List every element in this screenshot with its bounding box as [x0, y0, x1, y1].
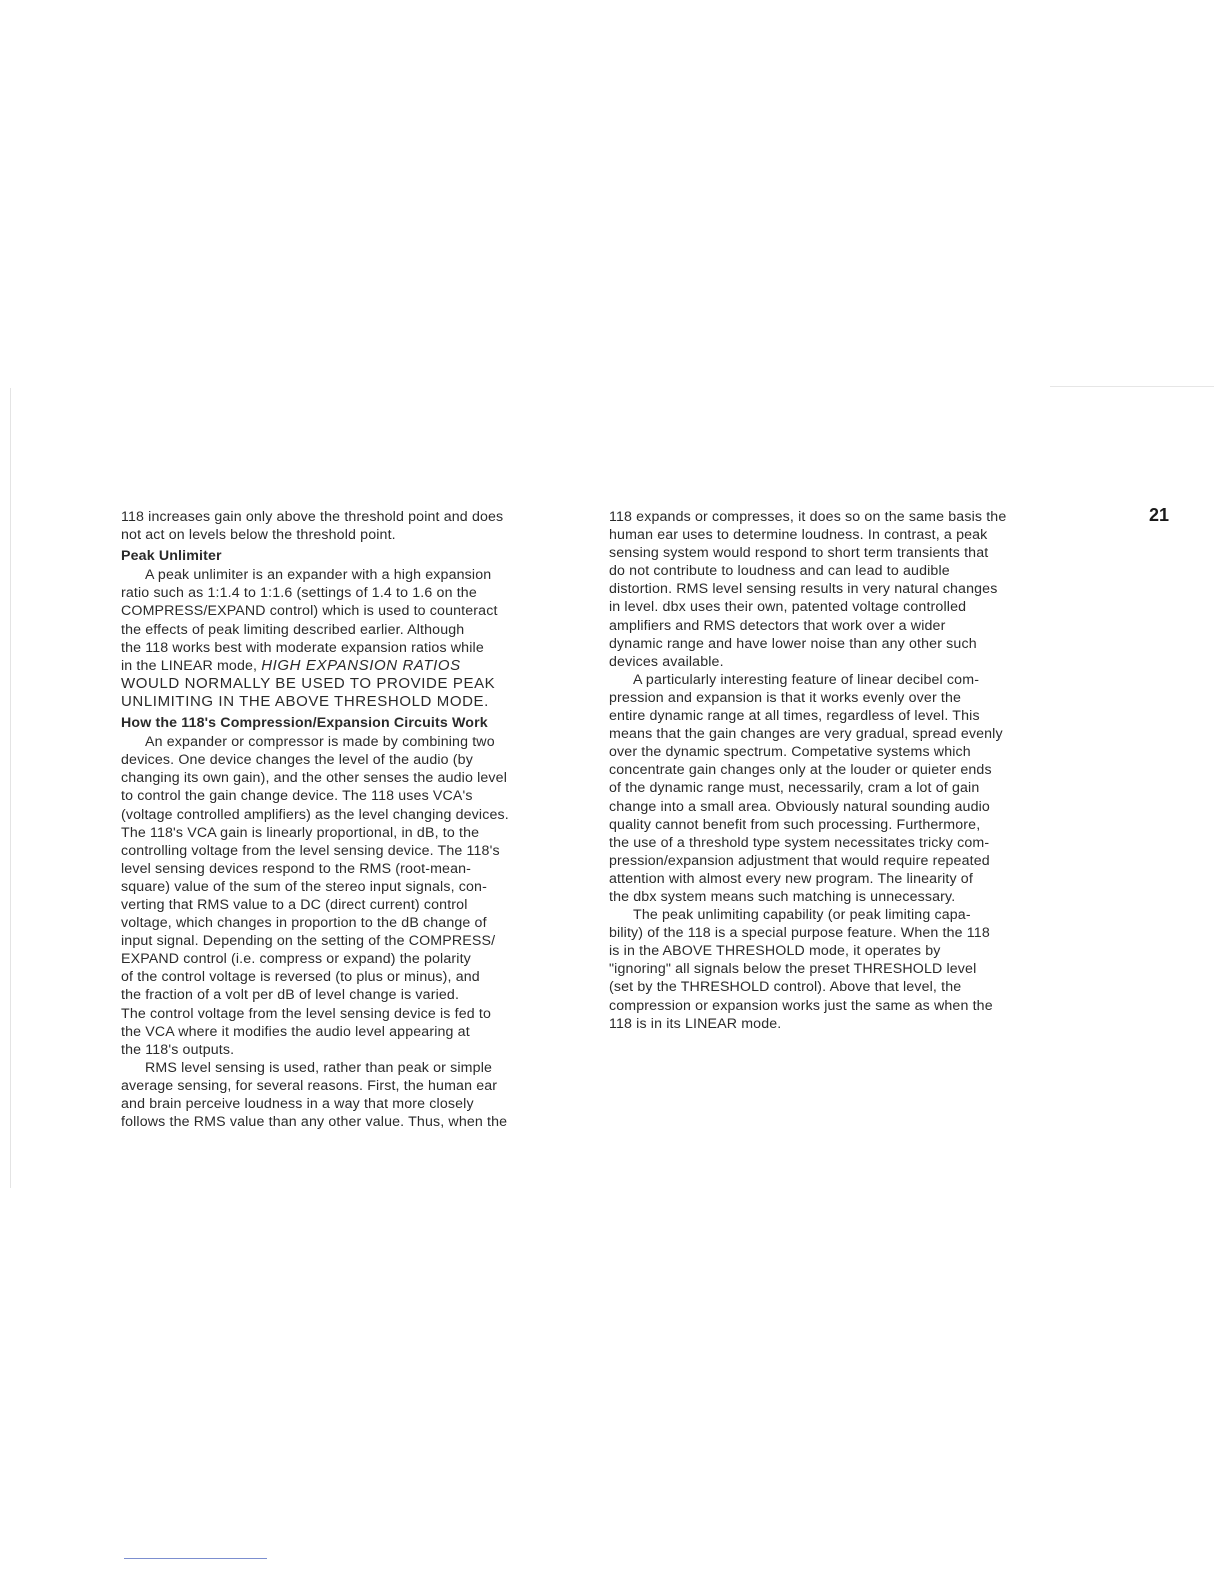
text-line: of the dynamic range must, necessarily, cram a lot of gain [609, 780, 980, 797]
text-line: changing its own gain), and the other senses the audio level [121, 770, 508, 787]
footer-rule [124, 1558, 267, 1559]
peak-unlimiter-paragraph [121, 566, 569, 711]
text-line: human ear uses to determine loudness. In contrast, a peak [609, 527, 988, 544]
text-line: amplifiers and RMS detectors that work over a wider [609, 617, 946, 634]
text-line: change into a small area. Obviously natural sounding audio [609, 798, 990, 815]
circuits-heading: How the 118's Compression/Expansion Circuits Work [121, 715, 488, 732]
scan-edge-line [10, 388, 11, 1188]
text-line: concentrate gain changes only at the louder or quieter ends [609, 762, 992, 779]
text-line: (set by the THRESHOLD control). Above that level, the [609, 979, 962, 996]
text-line: the 118 works best with moderate expansion ratios while [121, 639, 484, 656]
text-line: A particularly interesting feature of linear decibel com- [633, 671, 980, 688]
text-line: "ignoring" all signals below the preset THRESHOLD level [609, 961, 977, 978]
text-line: The control voltage from the level sensing device is fed to [121, 1005, 492, 1022]
text-line: is in the ABOVE THRESHOLD mode, it operates by [609, 943, 941, 960]
text-line: and brain perceive loudness in a way that more closely [121, 1096, 474, 1112]
left-column [121, 508, 569, 1131]
text-line: average sensing, for several reasons. First, the human ear [121, 1077, 498, 1094]
text-line: quality cannot benefit from such processing. Furthermore, [609, 816, 981, 833]
text-line: in level. dbx uses their own, patented voltage controlled [609, 599, 967, 616]
text-line: entire dynamic range at all times, regardless of level. This [609, 708, 980, 725]
text-line: the 118's outputs. [121, 1041, 235, 1058]
peak-capability-paragraph [609, 906, 1057, 1033]
text-line: 118 is in its LINEAR mode. [609, 1015, 782, 1032]
continuation-paragraph [609, 508, 1057, 671]
text-line: compression or expansion works just the same as when the [609, 997, 993, 1014]
intro-paragraph [121, 508, 569, 544]
italic-emphasis: HIGH EXPANSION RATIOS [261, 656, 461, 674]
text-line: the dbx system means such matching is unnecessary. [609, 888, 956, 905]
text-line: A peak unlimiter is an expander with a high expansion [145, 567, 492, 584]
text-line: UNLIMITING IN THE ABOVE THRESHOLD MODE. [121, 692, 489, 710]
text-line: input signal. Depending on the setting of the COMPRESS/ [121, 933, 496, 950]
right-column [609, 508, 1057, 1033]
text-line: follows the RMS value than any other value. Thus, when the [121, 1114, 508, 1131]
rms-paragraph [121, 1059, 569, 1131]
text-line: controlling voltage from the level sensing device. The 118's [121, 842, 500, 859]
text-line: the VCA where it modifies the audio level appearing at [121, 1023, 470, 1040]
text-line: WOULD NORMALLY BE USED TO PROVIDE PEAK [121, 674, 496, 692]
text-line: not act on levels below the threshold point. [121, 527, 396, 544]
text-line: COMPRESS/EXPAND control) which is used to counteract [121, 603, 498, 620]
text-line: An expander or compressor is made by combining two [145, 734, 495, 751]
text-line: of the control voltage is reversed (to plus or minus), and [121, 969, 480, 986]
text-line: devices available. [609, 653, 724, 670]
text-line: The peak unlimiting capability (or peak limiting capa- [633, 907, 971, 924]
text-line: do not contribute to loudness and can lead to audible [609, 563, 950, 580]
text-line: dynamic range and have lower noise than any other such [609, 635, 977, 652]
text-fragment: in the LINEAR mode, [121, 657, 258, 674]
text-line: attention with almost every new program. The linearity of [609, 870, 973, 887]
text-line: the use of a threshold type system necessitates tricky com- [609, 834, 990, 851]
text-line: sensing system would respond to short term transients that [609, 545, 989, 562]
page-number: 21 [1149, 505, 1170, 525]
peak-unlimiter-heading: Peak Unlimiter [121, 548, 222, 565]
text-line: distortion. RMS level sensing results in very natural changes [609, 581, 998, 598]
linear-paragraph [609, 671, 1057, 906]
text-line: bility) of the 118 is a special purpose feature. When the 118 [609, 925, 990, 942]
circuits-paragraph [121, 733, 569, 1059]
text-line: EXPAND control (i.e. compress or expand) the polarity [121, 951, 471, 968]
text-line: The 118's VCA gain is linearly proportional, in dB, to the [121, 824, 480, 841]
text-line: to control the gain change device. The 118 uses VCA's [121, 788, 473, 805]
text-line: means that the gain changes are very gradual, spread evenly [609, 726, 1003, 743]
text-line: voltage, which changes in proportion to the dB change of [121, 915, 487, 932]
text-line: verting that RMS value to a DC (direct current) control [121, 896, 468, 913]
scan-top-rule [1050, 386, 1214, 387]
text-line: pression and expansion is that it works evenly over the [609, 689, 962, 706]
text-line: devices. One device changes the level of the audio (by [121, 752, 473, 769]
text-line: 118 increases gain only above the threshold point and does [121, 509, 504, 525]
text-line: 118 expands or compresses, it does so on the same basis the [609, 509, 1007, 525]
text-line: square) value of the sum of the stereo input signals, con- [121, 878, 487, 895]
text-line: over the dynamic spectrum. Competative systems which [609, 744, 971, 761]
text-line: pression/expansion adjustment that would require repeated [609, 852, 990, 869]
text-line: the fraction of a volt per dB of level change is varied. [121, 987, 460, 1004]
text-line: ratio such as 1:1.4 to 1:1.6 (settings of 1.4 to 1.6 on the [121, 585, 477, 602]
text-line: level sensing devices respond to the RMS (root-mean- [121, 860, 472, 877]
text-line: (voltage controlled amplifiers) as the level changing devices. [121, 806, 509, 823]
text-line: the effects of peak limiting described earlier. Although [121, 621, 465, 638]
text-line [121, 657, 569, 675]
text-line: RMS level sensing is used, rather than peak or simple [145, 1059, 493, 1076]
